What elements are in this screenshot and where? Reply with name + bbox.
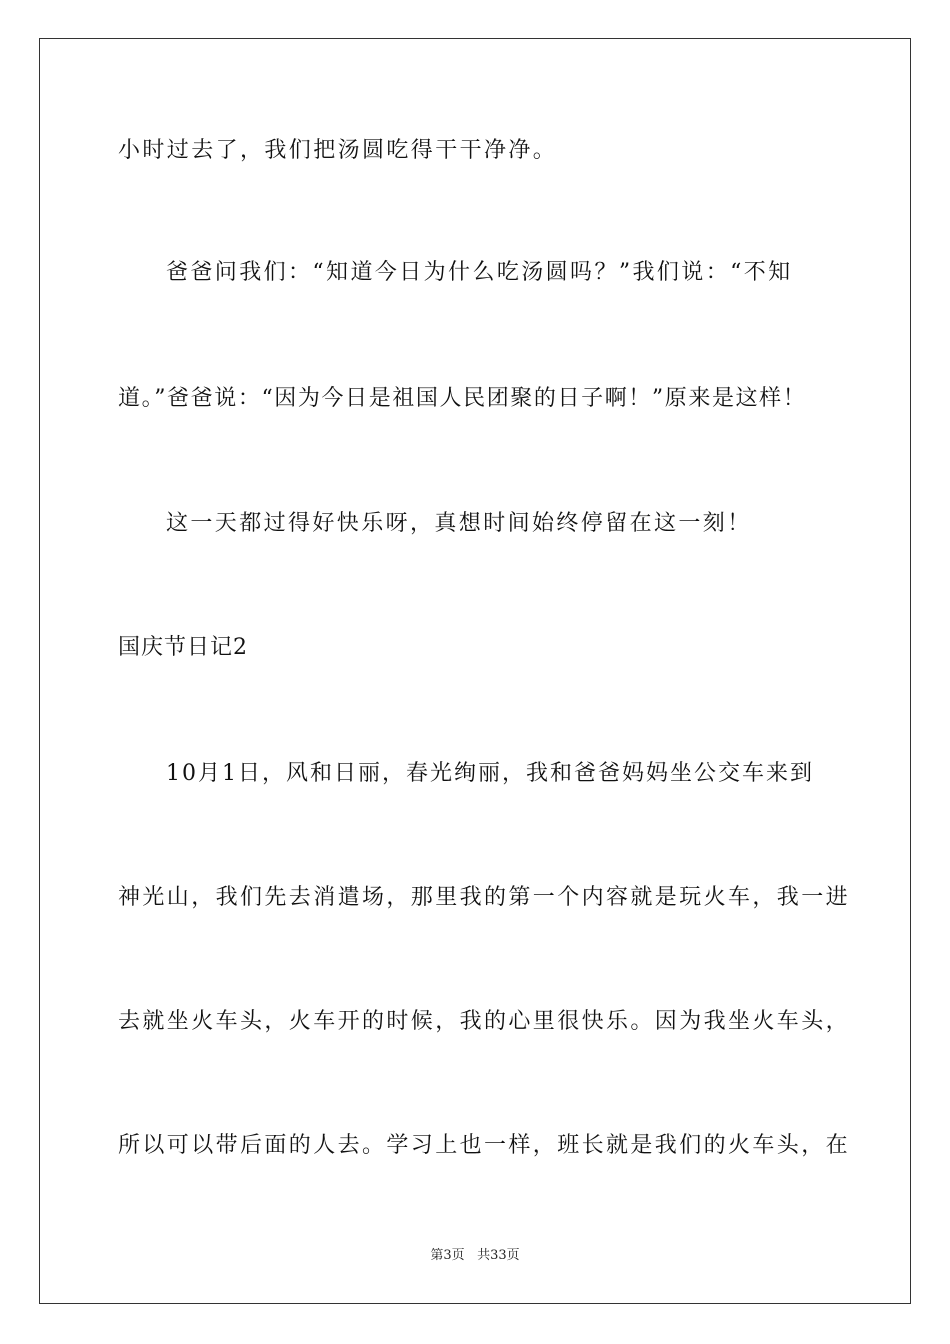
body-line-4: 这一天都过得好快乐呀，真想时间始终停留在这一刻！ xyxy=(166,511,752,536)
body-line-5: 10月1日，风和日丽，春光绚丽，我和爸爸妈妈坐公交车来到 xyxy=(166,761,814,786)
body-line-3: 道。”爸爸说：“因为今日是祖国人民团聚的日子啊！”原来是这样！ xyxy=(118,386,807,411)
body-line-7: 去就坐火车头，火车开的时候，我的心里很快乐。因为我坐火车头， xyxy=(118,1009,851,1034)
page-total: 共33页 xyxy=(477,1248,520,1263)
body-line-1: 小时过去了，我们把汤圆吃得干干净净。 xyxy=(118,138,558,163)
body-line-2: 爸爸问我们：“知道今日为什么吃汤圆吗？”我们说：“不知 xyxy=(166,260,793,285)
page-footer xyxy=(0,1247,950,1265)
section-heading: 国庆节日记2 xyxy=(118,635,248,660)
page-frame xyxy=(39,38,911,1304)
body-line-6: 神光山，我们先去消遣场，那里我的第一个内容就是玩火车，我一进 xyxy=(118,885,851,910)
body-line-8: 所以可以带后面的人去。学习上也一样，班长就是我们的火车头，在 xyxy=(118,1133,851,1158)
page-number: 第3页 xyxy=(430,1248,465,1263)
